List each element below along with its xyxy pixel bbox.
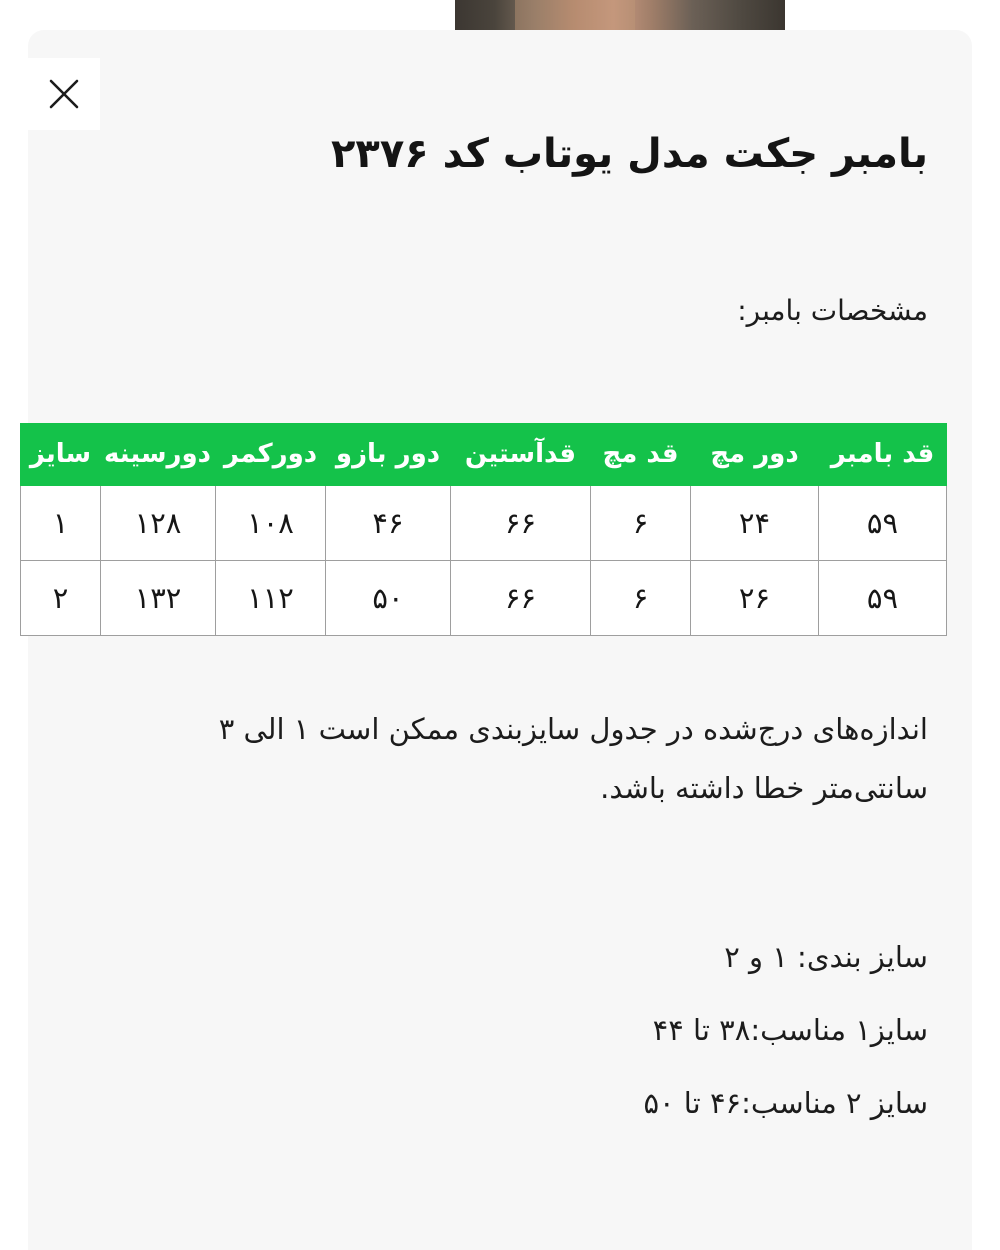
sizing-line: سایز۱ مناسب:۳۸ تا ۴۴ [652,1013,928,1048]
sizing-line: سایز ۲ مناسب:۴۶ تا ۵۰ [643,1086,928,1121]
measurement-tolerance-note [52,700,928,819]
close-icon[interactable] [28,58,100,130]
product-details-modal [28,30,972,1250]
table-header-cell: دورکمر [216,424,326,486]
page-title: بامبر جکت مدل یوتاب کد ۲۳۷۶ [330,131,928,177]
table-cell: ۶۶ [451,485,591,560]
note-line-1: اندازه‌های درج‌شده در جدول سایزبندی ممکن است ۱ الی ۳ [218,712,928,746]
table-cell: ۴۶ [326,485,451,560]
size-table [20,423,947,636]
table-header-cell: قد بامبر [819,424,947,486]
table-cell: ۶۶ [451,560,591,635]
table-cell: ۱۰۸ [216,485,326,560]
table-cell: ۱ [21,485,101,560]
table-cell: ۵۹ [819,485,947,560]
size-table-wrapper [29,423,947,636]
note-line-2: سانتی‌متر خطا داشته باشد. [600,771,928,806]
table-cell: ۱۱۲ [216,560,326,635]
table-header-cell: دورسینه [101,424,216,486]
table-cell: ۶ [591,560,691,635]
table-header-cell: سایز [21,424,101,486]
table-cell: ۲ [21,560,101,635]
table-row [21,560,947,635]
close-glyph [47,77,81,111]
table-cell: ۵۰ [326,560,451,635]
table-header-cell: دور مچ [691,424,819,486]
sizing-info [52,938,928,1157]
table-cell: ۱۳۲ [101,560,216,635]
table-cell: ۵۹ [819,560,947,635]
table-cell: ۶ [591,485,691,560]
table-header-cell: دور بازو [326,424,451,486]
table-cell: ۱۲۸ [101,485,216,560]
table-header-cell: قد مچ [591,424,691,486]
table-header-row [21,424,947,486]
background-image-strip [0,0,1000,30]
table-row [21,485,947,560]
table-header-cell: قدآستین [451,424,591,486]
product-photo-sliver [455,0,785,30]
sizing-line: سایز بندی: ۱ و ۲ [724,940,928,974]
table-cell: ۲۴ [691,485,819,560]
table-cell: ۲۶ [691,560,819,635]
specs-label: مشخصات بامبر: [737,294,928,327]
